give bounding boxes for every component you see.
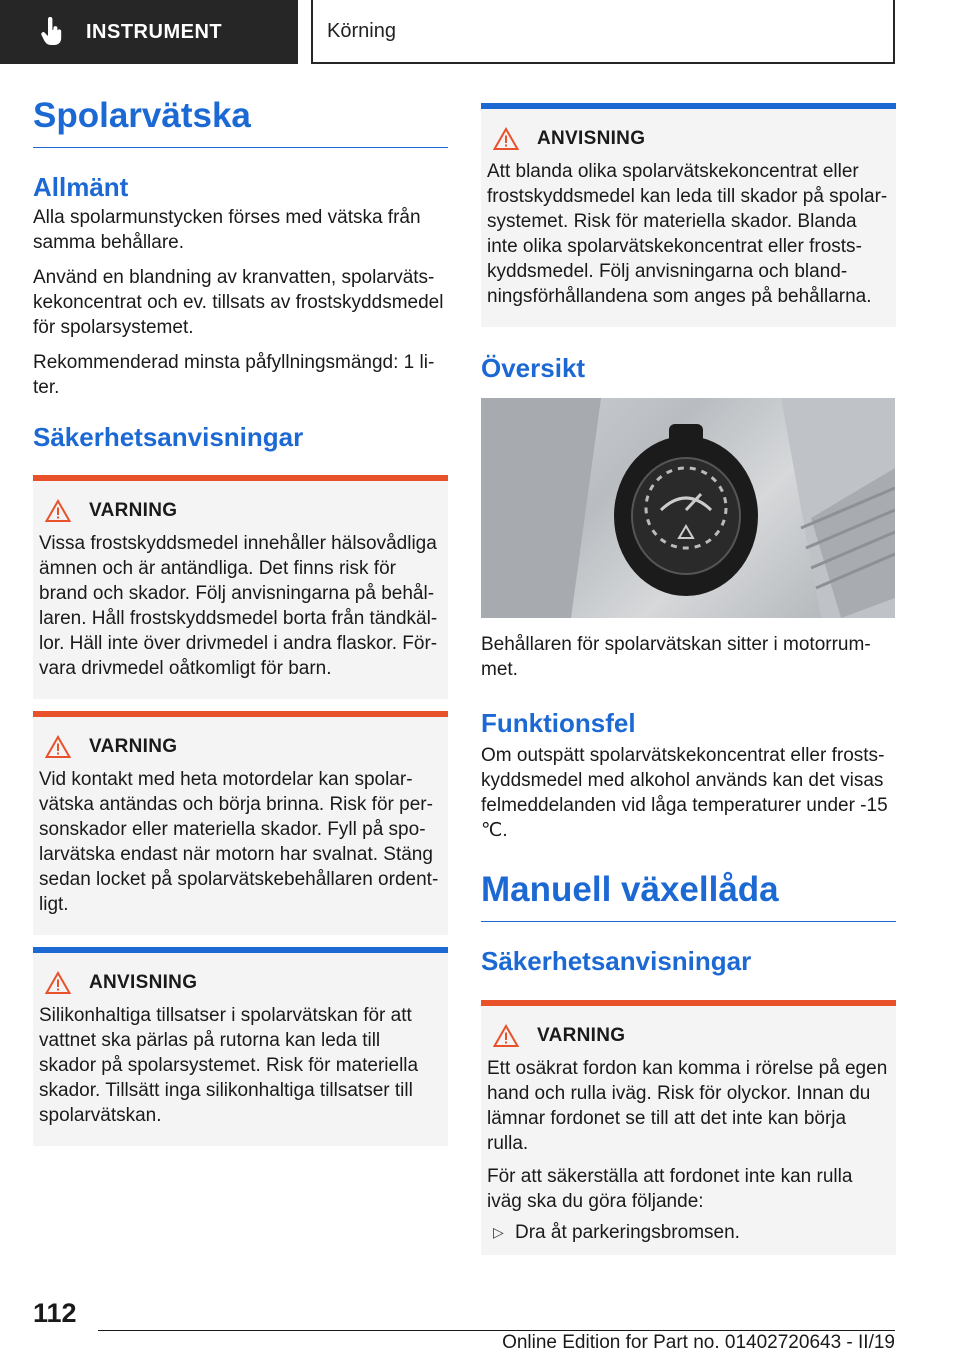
footer-divider [98,1330,895,1331]
photo-caption: Behållaren för spolarvätskan sitter i motorrummet. [481,634,871,681]
paragraph: Använd en blandning av kranvatten, spolarvätskekoncentrat och ev. tillsats av frostskyddsmedel för spolarsystemet. [33,267,444,339]
hand-pointer-icon [40,16,68,48]
warning-box [481,1000,896,1255]
list-item-text: Dra åt parkeringsbromsen. [515,1221,740,1243]
bullet-triangle-icon: ▷ [493,1223,504,1240]
note-box [481,103,896,327]
box-label: VARNING [537,1024,626,1046]
note-box [33,947,448,1146]
heading-allmant: Allmänt [33,172,129,202]
box-text: För att säkerställa att fordonet inte kan rulla iväg ska du göra följande: [487,1165,853,1212]
box-label: ANVISNING [89,972,198,994]
box-text: Vid kontakt med heta motordelar kan spolarvätska antändas och börja brinna. Risk för personskador eller materiella skador. Fyll på spolarvätska endast när motorn har svalnat. Stäng sedan locket på spolarvätskebehållaren ordentligt. [39,769,439,916]
warning-box [33,711,448,935]
box-text: Vissa frostskyddsmedel innehåller hälsovådliga ämnen och är antändliga. Det finns risk för brand och skador. Följ anvisningarna på behållaren. Håll frostskyddsmedel borta från tändkällor. Häll inte över drivmedel i andra flaskor. Förvara drivmedel oåtkomligt för barn. [39,533,438,680]
left-column [33,95,448,1146]
header-tab-label: INSTRUMENT [86,20,223,43]
right-column [481,103,896,1255]
warning-triangle-icon [45,971,71,995]
paragraph: Om outspätt spolarvätskekoncentrat eller frostskyddsmedel med alkohol används kan det visas felmeddelanden vid låga temperaturer under -15 ℃. [481,745,888,842]
section-title-manuell: Manuell växellåda [481,869,896,922]
page-number: 112 [33,1298,77,1328]
washer-cap-illustration [481,398,895,618]
paragraph: Alla spolarmunstycken förses med vätska från samma behållare. [33,207,421,254]
warning-triangle-icon [493,127,519,151]
box-label: ANVISNING [537,128,646,149]
warning-triangle-icon [493,1024,519,1048]
list-item [481,1220,888,1245]
warning-triangle-icon [45,735,71,759]
header-tab-instrument[interactable] [0,0,298,64]
heading-safety: Säkerhetsanvisningar [33,422,304,453]
box-label: VARNING [89,500,178,522]
box-label: VARNING [89,736,178,758]
warning-box [33,475,448,699]
footer-edition: Online Edition for Part no. 01402720643 - II/19 [502,1332,895,1353]
page-title: Spolarvätska [33,95,448,148]
box-text: Att blanda olika spolarvätskekoncentrat eller frostskyddsmedel kan leda till skador på spolarsystemet. Risk för materiella skador. Blanda inte olika spolarvätskekoncentrat eller frostskyddsmedel. Följ anvisningarna och blandningsförhållandena som anges på behållarna. [487,161,888,307]
warning-triangle-icon [45,499,71,523]
box-text: Ett osäkrat fordon kan komma i rörelse på egen hand och rulla iväg. Risk för olyckor. Innan du lämnar fordonet se till att det inte kan börja rulla. [487,1057,888,1154]
box-text: Silikonhaltiga tillsatser i spolarvätskan för att vattnet ska pärlas på rutorna kan leda till skador på spolarsystemet. Risk för materiella skador. Tillsätt inga silikonhaltiga tillsatser till spolarvätskan. [39,1005,419,1127]
paragraph: Rekommenderad minsta påfyllningsmängd: 1 liter. [33,352,435,399]
heading-funktionsfel: Funktionsfel [481,708,636,739]
washer-reservoir-photo [481,398,895,618]
heading-safety-manuell: Säkerhetsanvisningar [481,946,752,977]
header-section-title: Körning [311,0,895,64]
heading-oversikt: Översikt [481,353,586,383]
